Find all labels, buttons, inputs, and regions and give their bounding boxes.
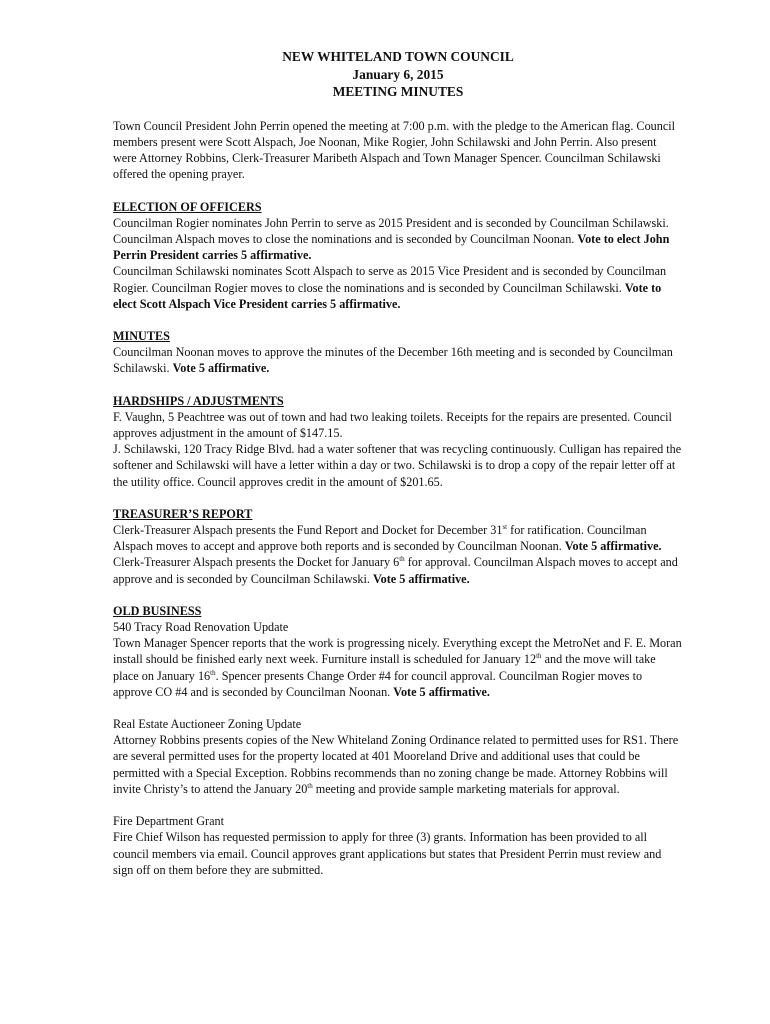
hardships-paragraph-1: F. Vaughn, 5 Peachtree was out of town and had two leaking toilets. Receipts for the repairs are presented. Council approves adjustment in the amount of $147.15. — [113, 409, 672, 441]
election-p2-vote: Vote to elect Scott Alspach Vice President carries 5 affirmative. — [113, 280, 662, 311]
election-p1-vote: Vote to elect John Perrin President carries 5 affirmative. — [113, 232, 670, 263]
minutes-text: Councilman Noonan moves to approve the minutes of the December 16th meeting and is seconded by Councilman Schilawski. — [113, 345, 673, 376]
renovation-paragraph — [113, 635, 683, 700]
zoning-superscript: th — [307, 781, 313, 790]
treasurer-p2-text-b: for approval. Councilman Alspach moves to accept and approve and is seconded by Councilman Schilawski. — [113, 555, 678, 586]
renovation-item-title: 540 Tracy Road Renovation Update — [113, 620, 289, 635]
old-business-section — [113, 603, 683, 700]
fire-grant-paragraph: Fire Chief Wilson has requested permission to apply for three (3) grants. Information has been provided to all council members via email. Council approves grant applications but states that President Perrin must review and sign off on them before they are submitted. — [113, 830, 662, 877]
old-business-heading: OLD BUSINESS — [113, 603, 202, 618]
election-section — [113, 199, 683, 312]
renovation-vote: Vote 5 affirmative. — [393, 684, 490, 699]
minutes-paragraph — [113, 344, 683, 376]
zoning-text-b: meeting and provide sample marketing materials for approval. — [312, 781, 620, 796]
intro-paragraph: Town Council President John Perrin opened the meeting at 7:00 p.m. with the pledge to the American flag. Council members present were Scott Alspach, Joe Noonan, Mike Rogier, John Schilawski and John Perrin. Also present were Attorney Robbins, Clerk-Treasurer Maribeth Alspach and Town Manager Spencer. Councilman Schilawski offered the opening prayer. — [113, 118, 676, 182]
zoning-paragraph — [113, 732, 683, 797]
election-heading: ELECTION OF OFFICERS — [113, 199, 262, 214]
treasurer-p1-vote: Vote 5 affirmative. — [564, 539, 662, 554]
treasurer-heading: TREASURER’S REPORT — [113, 506, 253, 521]
treasurer-p2-text-a: Clerk-Treasurer Alspach presents the Docket for January 6 — [113, 555, 400, 570]
renovation-text-b: and the move will take place on January 16 — [113, 652, 656, 683]
zoning-item — [113, 716, 683, 797]
document-subtitle: MEETING MINUTES — [332, 84, 464, 100]
renovation-text-c: . Spencer presents Change Order #4 for council approval. Councilman Rogier moves to approve CO #4 and is seconded by Councilman Noonan. — [113, 668, 643, 699]
hardships-paragraph-2: J. Schilawski, 120 Tracy Ridge Blvd. had a water softener that was recycling continuously. Culligan has repaired the softener and Schilawski will have a letter within a day or two. Schilawski is to drop a copy of the repair letter off at the utility office. Council approves credit in the amount of $201.65. — [113, 442, 682, 489]
minutes-vote: Vote 5 affirmative. — [172, 361, 270, 376]
fire-grant-item — [113, 813, 683, 878]
zoning-text-a: Attorney Robbins presents copies of the New Whiteland Zoning Ordinance related to permitted uses for RS1. There are several permitted uses for the property located at 401 Mooreland Drive and additional uses that could be permitted with a Special Exception. Robbins recommends than no zoning change be made. Attorney Robbins will invite Christy’s to attend the January 20 — [113, 733, 679, 796]
minutes-document — [113, 48, 683, 894]
zoning-item-title: Real Estate Auctioneer Zoning Update — [113, 717, 302, 732]
election-paragraph-1 — [113, 215, 683, 264]
treasurer-p1-text-b: for ratification. Councilman Alspach moves to accept and approve both reports and is seconded by Councilman Noonan. — [113, 523, 647, 554]
minutes-heading: MINUTES — [113, 329, 170, 344]
treasurer-p2-superscript: th — [399, 555, 405, 564]
renovation-text-a: Town Manager Spencer reports that the work is progressing nicely. Everything except the MetroNet and F. E. Moran install should be finished early next week. Furniture install is scheduled for January 12 — [113, 636, 682, 667]
meeting-date: January 6, 2015 — [352, 66, 444, 82]
election-paragraph-2 — [113, 263, 683, 312]
treasurer-paragraph-2 — [113, 554, 683, 586]
election-p1-text: Councilman Rogier nominates John Perrin to serve as 2015 President and is seconded by Councilman Schilawski. Councilman Alspach moves to close the nominations and is seconded by Councilman Noonan. — [113, 215, 669, 246]
hardships-heading: HARDSHIPS / ADJUSTMENTS — [113, 393, 284, 408]
intro-section — [113, 118, 683, 183]
treasurer-p1-superscript: st — [502, 522, 508, 531]
council-title: NEW WHITELAND TOWN COUNCIL — [282, 49, 514, 64]
treasurer-section — [113, 506, 683, 587]
treasurer-p2-vote: Vote 5 affirmative. — [372, 571, 470, 586]
fire-grant-title: Fire Department Grant — [113, 814, 225, 829]
document-header — [113, 48, 683, 101]
renovation-superscript-2: th — [210, 668, 216, 677]
election-p2-text: Councilman Schilawski nominates Scott Alspach to serve as 2015 Vice President and is seconded by Councilman Rogier. Councilman Rogier moves to close the nominations and is seconded by Councilman Schilawski. — [113, 264, 667, 295]
minutes-section — [113, 328, 683, 377]
treasurer-paragraph-1 — [113, 522, 683, 554]
hardships-section — [113, 393, 683, 490]
renovation-superscript-1: th — [536, 652, 542, 661]
treasurer-p1-text-a: Clerk-Treasurer Alspach presents the Fund Report and Docket for December 31 — [113, 523, 503, 538]
